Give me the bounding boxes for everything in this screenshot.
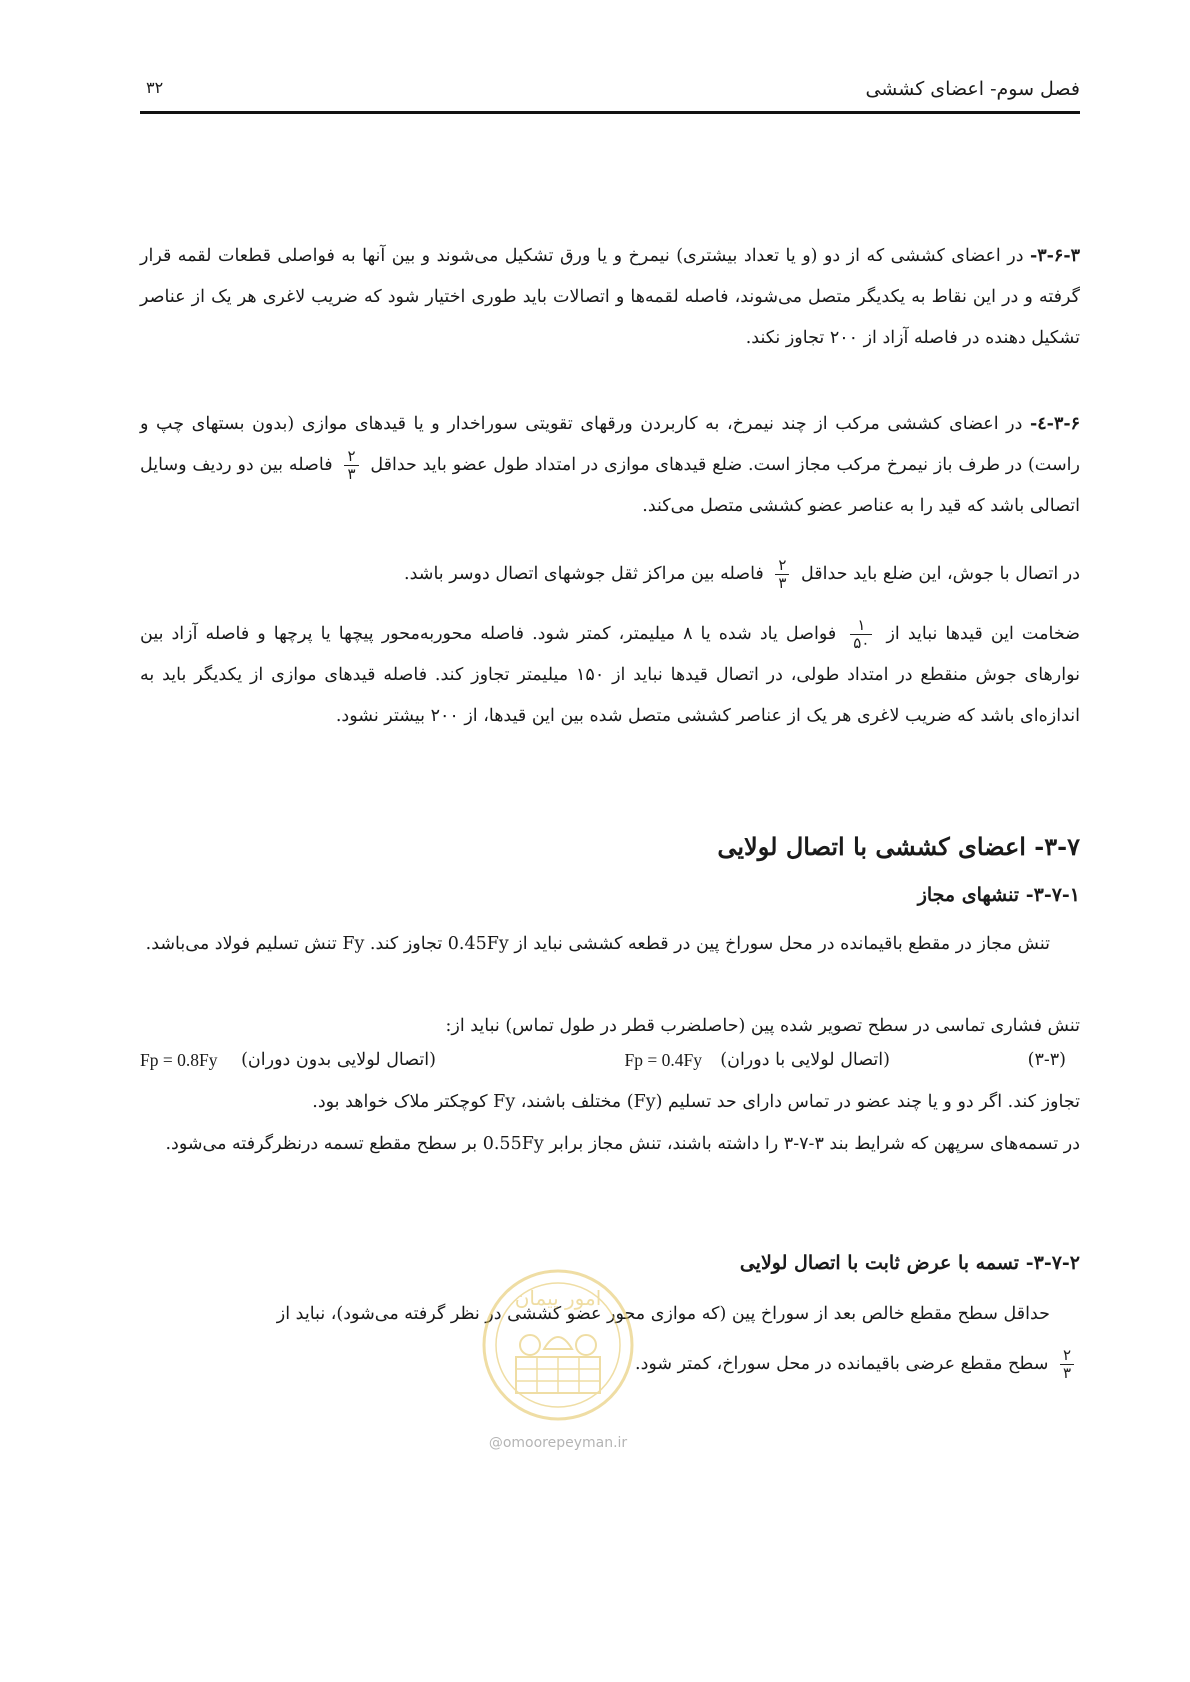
paragraph-weld (140, 554, 1080, 595)
equation-number: (۳-۳) (1027, 1050, 1066, 1070)
page-number: ۳۲ (146, 78, 164, 97)
paragraph-text: فاصله بین مراکز ثقل جوشهای اتصال دوسر باشد. (404, 564, 764, 584)
paragraph-text: حداقل سطح مقطع خالص بعد از سوراخ پین (که موازی محور عضو کششی در نظر گرفته می‌شود)، نباید از (276, 1304, 1050, 1324)
watermark-logo (478, 1265, 638, 1460)
paragraph-text: تنش فشاری تماسی در سطح تصویر شده پین (حاصلضرب قطر در طول تماس) نباید از: (445, 1016, 1080, 1036)
page-header (140, 70, 1080, 114)
formula-1-label: (اتصال لولایی با دوران) (720, 1050, 890, 1070)
svg-text:امور پیمان: امور پیمان (514, 1286, 602, 1310)
formula-2-label: (اتصال لولایی بدون دوران) (241, 1050, 436, 1070)
paragraph-text: فاصله بین دو ردیف وسایل اتصالی باشد که قید را به عناصر عضو کششی متصل می‌کند. (140, 455, 1080, 516)
paragraph-text: ضخامت این قیدها نباید از (886, 624, 1080, 644)
formula-row (140, 1044, 1080, 1084)
paragraph-3-6-3 (140, 236, 1080, 359)
section-number: ۳-۶-۳- (1030, 246, 1080, 266)
paragraph-eyebar (140, 1124, 1080, 1165)
formula-2: Fp = 0.8Fy (140, 1050, 218, 1070)
watermark-url: @omoorepeyman.ir (488, 1435, 628, 1451)
subsection-heading-3-7-1: ۳-۷-۱- تنشهای مجاز (917, 884, 1080, 906)
paragraph-text: در تسمه‌های سرپهن که شرایط بند ۳-۷-۳ را داشته باشند، تنش مجاز برابر 0.55Fy بر سطح مقطع تسمه درنظرگرفته می‌شود. (165, 1134, 1080, 1154)
paragraph-thickness (140, 614, 1080, 737)
paragraph-text: در اتصال با جوش، این ضلع باید حداقل (801, 564, 1080, 584)
paragraph-3-6-4 (140, 404, 1080, 527)
paragraph-text: تجاوز کند. اگر دو و یا چند عضو در تماس دارای حد تسلیم (Fy) مختلف باشند، Fy کوچکتر ملاک خواهد بود. (312, 1092, 1080, 1112)
section-number: ۳-۶-٤- (1030, 414, 1080, 434)
paragraph-text: سطح مقطع عرضی باقیمانده در محل سوراخ، کمتر شود. (635, 1354, 1049, 1374)
fraction-two-thirds: $\frac{۲}{۳}$ (344, 448, 358, 483)
paragraph-text: فواصل یاد شده یا ۸ میلیمتر، کمتر شود. فاصله محوربه‌محور پیچها یا پرچها و فاصله آزاد بین نوارهای جوش منقطع در امتداد طولی، در اتصال قیدها نباید از ۱۵۰ میلیمتر تجاوز کند. فاصله قیدهای موازی از یکدیگر باید به اندازه‌ای باشد که ضریب لاغری هر یک از عناصر کششی متصل شده بین این قیدها، از ۲۰۰ بیشتر نشود. (140, 624, 1081, 726)
paragraph-allowable-stress (140, 924, 1080, 965)
formula-1: Fp = 0.4Fy (624, 1050, 702, 1070)
paragraph-text: در اعضای کششی مرکب از چند نیمرخ، به کاربردن ورقهای تقویتی سوراخدار و یا قیدهای موازی (بدون بستهای چپ و راست) در طرف باز نیمرخ مرکب مجاز است. ضلع قیدهای موازی در امتداد طول عضو باید حداقل (140, 414, 1080, 475)
section-heading-3-7: ۳-۷- اعضای کششی با اتصال لولایی (717, 832, 1080, 861)
chapter-title: فصل سوم- اعضای کششی (865, 78, 1080, 100)
paragraph-bearing-stress (140, 1006, 1080, 1047)
paragraph-yield (140, 1082, 1080, 1123)
fraction-two-thirds: $\frac{۲}{۳}$ (775, 557, 789, 592)
paragraph-text: تنش مجاز در مقطع باقیمانده در محل سوراخ پین در قطعه کششی نباید از 0.45Fy تجاوز کند. Fy تنش تسلیم فولاد می‌باشد. (145, 934, 1050, 954)
seal-icon (478, 1265, 638, 1430)
paragraph-text: در اعضای کششی که از دو (و یا تعداد بیشتری) نیمرخ و یا ورق تشکیل می‌شوند و بین آنها به فواصلی قطعات لقمه قرار گرفته و در این نقاط به یکدیگر متصل می‌شوند، فاصله لقمه‌ها و اتصالات باید طوری اختیار شود که ضریب لاغری هر یک از عناصر تشکیل دهنده در فاصله آزاد از ۲۰۰ تجاوز نکند. (140, 246, 1080, 348)
fraction-one-fiftieth: $\frac{۱}{۵۰}$ (850, 617, 872, 652)
subsection-heading-3-7-2: ۳-۷-۲- تسمه با عرض ثابت با اتصال لولایی (739, 1252, 1080, 1274)
header-rule (140, 111, 1080, 114)
fraction-two-thirds: $\frac{۲}{۳}$ (1060, 1347, 1074, 1382)
